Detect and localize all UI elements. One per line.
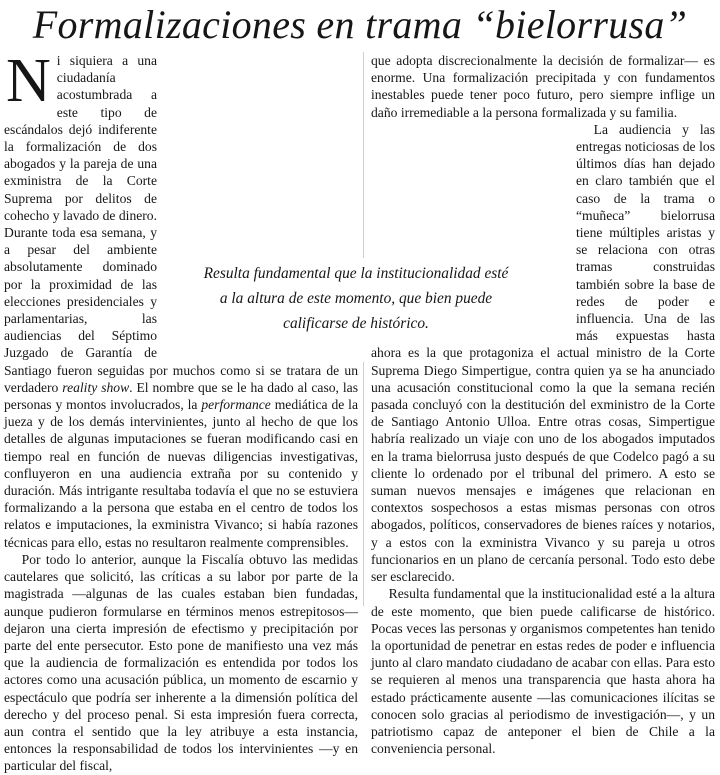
paragraph: Resulta fundamental que la institucionalidad esté a la altura de este momento, que bien puede calificarse de histórico. Pocas veces las personas y organismos competentes han tenido la oportunidad de penetrar en estas redes de poder e influencia junto al claro mandato ciudadano de acabar con ellas. Para esto se requieren al menos una transparencia que hasta ahora ha estado prácticamente ausente —las comunicaciones ilícitas se conocen solo gracias al periodismo de investigación—, y un patriotismo capaz de anteponer el bien de Chile a la conveniencia personal.: [371, 586, 715, 757]
paragraph-text: La audiencia y las entregas noticiosas de los últimos días han dejado en claro también que el caso de la trama o “muñeca” bielorrusa tiene múltiples aristas y se relaciona con otras tramas construidas también sobre la base de redes de poder e influencia. Una de las más expuestas hasta ahora es la que protagoniza el actual ministro de la Corte Suprema Diego Simpertigue, contra quien ya se ha anunciado una acusación constitucional como la que la semana recién pasada concluyó con la destitución del exministro de la Corte de Santiago Antonio Ulloa. Entre otras cosas, Simpertigue habría realizado un viaje con uno de los abogados imputados en la trama bielorrusa justo después de que Codelco pagó a su cliente lo ordenado por el tribunal del primero. A esto se suman nuevos mensajes e imágenes que relacionan en contextos sospechosos a estas mismas personas con otros abogados, políticos, conservadores de bienes raíces y notarios, y a estos con la exministra Vivanco y su pareja u otros funcionarios en un plano de cercanía personal. Todo esto debe ser esclarecido.: [371, 121, 715, 585]
headline: Formalizaciones en trama “bielorrusa”: [32, 2, 688, 47]
italic-term: reality show: [62, 379, 130, 395]
paragraph: que adopta discrecionalmente la decisión de formalizar— es enorme. Una formalización precipitada y con fundamentos inestables puede tener poco futuro, pero siempre inflige un daño irremediable a la persona formalizada y su familia.: [371, 53, 715, 120]
paragraph: [371, 121, 715, 585]
left-column: [4, 47, 358, 775]
paragraph-text: mediática de la jueza y de los demás intervinientes, junto al hecho de que los detalles de algunas imputaciones se fueran modificando casi en tiempo real en función de nuevas diligencias investigativas, confluyeron en una audiencia extraña por su contenido y duración. Más intrigante resultaba todavía el que no se estuviera formalizando a la persona que estaba en el centro de todos los relatos e imputaciones, la exministra Vivanco; si había razones técnicas para ello, estas no resultaron realmente comprensibles.: [4, 397, 358, 550]
paragraph-text: . El nombre que se le ha dado al caso, las personas y montos involucrados, la: [4, 379, 358, 413]
paragraph: Por todo lo anterior, aunque la Fiscalía obtuvo las medidas cautelares que solicitó, las críticas a su labor por parte de la magistrada —algunas de las cuales estaban bien fundadas, aunque pudieron formularse en términos menos estrepitosos— dejaron una cierta impresión de efectismo y precipitación por parte del ente persecutor. Esto pone de manifiesto una vez más que la audiencia de formalización es entendida por todos los actores como una acusación pública, un momento de escarnio y espectáculo que podría ser inherente a la dimensión política del derecho y del proceso penal. Si esta impresión fuera correcta, aun contra el sentido que la ley atribuye a esta instancia, entonces la responsabilidad de todos los intervinientes —y en particular del fiscal,: [4, 551, 358, 774]
column-divider: [363, 52, 364, 260]
italic-term: performance: [201, 397, 271, 413]
column-divider: [363, 362, 364, 606]
pull-quote: Resulta fundamental que la institucionalidad esté a la altura de este momento, que bien puede calificarse de histórico.: [198, 258, 514, 339]
right-column: [371, 52, 715, 757]
drop-cap: N: [6, 47, 51, 115]
paragraph-text: i siquiera a una ciudadanía acostumbrada a este tipo de escándalos dejó indiferente la formalización de dos abogados y la pareja de una exministra de la Corte Suprema por delitos de cohecho y lavado de dinero. Durante toda esa semana, y a pesar del ambiente absolutamente dominado por la proximidad de las elecciones presidenciales y parlamentarias, las audiencias del Séptimo Juzgado de Garantía de Santiago fueron seguidas por muchos como si se tratara de un verdadero: [4, 53, 358, 395]
